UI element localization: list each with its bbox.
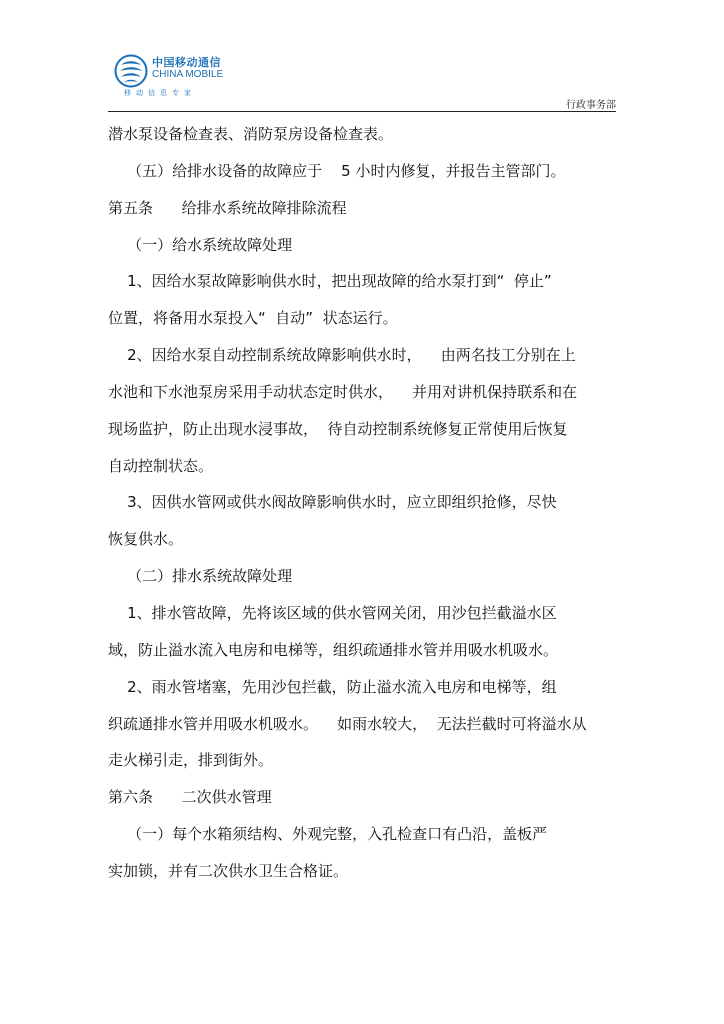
logo-english-name: CHINA MOBILE — [152, 69, 224, 80]
text-line: 现场监护，防止出现水浸事故， 待自动控制系统修复正常使用后恢复 — [108, 419, 568, 438]
text-line: 1、排水管故障，先将该区域的供水管网关闭，用沙包拦截溢水区 — [108, 603, 557, 622]
page-header — [108, 50, 616, 112]
header-divider — [108, 111, 616, 112]
department-label: 行政事务部 — [566, 100, 616, 111]
text-line: 3、因供水管网或供水阀故障影响供水时，应立即组织抢修，尽快 — [108, 493, 557, 512]
text-line: 1、因给水泵故障影响供水时，把出现故障的给水泵打到“ 停止” — [108, 272, 552, 291]
section-heading: 第五条 给排水系统故障排除流程 — [108, 198, 347, 217]
text-line: 2、因给水泵自动控制系统故障影响供水时， 由两名技工分别在上 — [108, 346, 576, 365]
text-line: 2、雨水管堵塞，先用沙包拦截，防止溢水流入电房和电梯等，组 — [108, 677, 557, 696]
china-mobile-logo — [114, 50, 234, 102]
text-line: 恢复供水。 — [108, 530, 184, 549]
logo-chinese-name: 中国移动通信 — [152, 56, 221, 69]
text-line: 走火梯引走，排到街外。 — [108, 751, 274, 770]
text-line: 位置，将备用水泵投入“ 自动” 状态运行。 — [108, 309, 398, 328]
text-line: 潜水泵设备检查表、消防泵房设备检查表。 — [108, 125, 394, 143]
logo-slogan: 移动信息专家 — [124, 89, 196, 97]
document-body — [108, 116, 618, 890]
text-line: 实加锁，并有二次供水卫生合格证。 — [108, 861, 349, 880]
text-line: （五）给排水设备的故障应于 5 小时内修复，并报告主管部门。 — [108, 161, 566, 180]
text-line: 域，防止溢水流入电房和电梯等，组织疏通排水管并用吸水机吸水。 — [108, 640, 559, 659]
subsection-heading: （二）排水系统故障处理 — [108, 567, 293, 586]
section-heading: 第六条 二次供水管理 — [108, 788, 272, 807]
text-line: 织疏通排水管并用吸水机吸水。 如雨水较大， 无法拦截时可将溢水从 — [108, 714, 587, 733]
text-line: 水池和下水池泵房采用手动状态定时供水， 并用对讲机保持联系和在 — [108, 382, 578, 401]
text-line: 自动控制状态。 — [108, 456, 214, 475]
china-mobile-logo-icon — [114, 54, 148, 88]
subsection-heading: （一）给水系统故障处理 — [108, 235, 293, 254]
text-line: （一）每个水箱须结构、外观完整，入孔检查口有凸沿，盖板严 — [108, 825, 548, 844]
